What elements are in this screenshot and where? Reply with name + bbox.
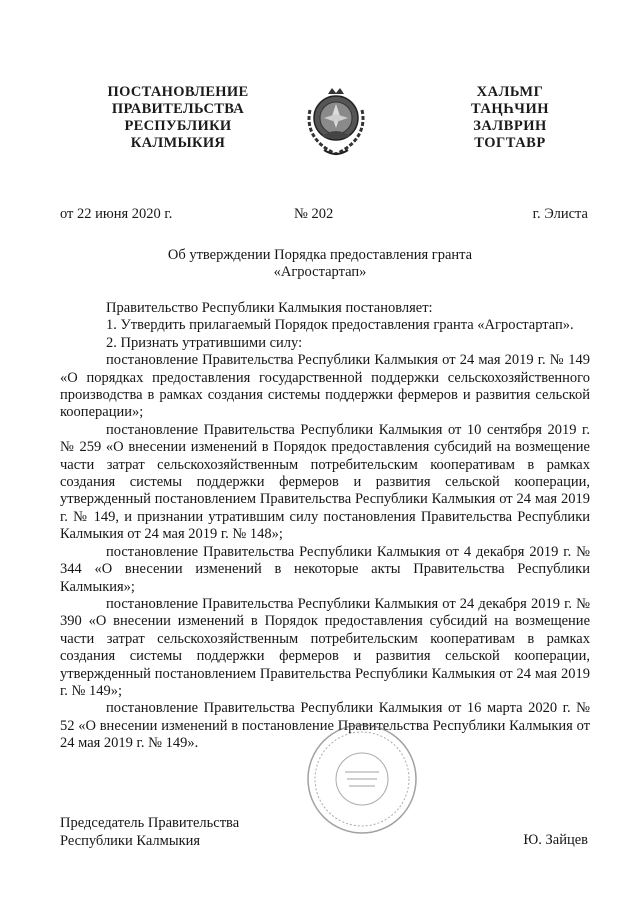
- body-paragraph: постановление Правительства Республики Калмыкия от 24 декабря 2019 г. № 390 «О внесении изменений в Порядок предоставления субсидий на возмещение части затрат сельскохозяйственным потребительским кооперативам в рамках создания системы поддержки фермеров и развития сельской кооперации, утвержденный постановлением Правительства Республики Калмыкия от 24 мая 2019 г. № 149»;: [60, 595, 590, 699]
- signatory-position: [60, 814, 239, 850]
- title-line: Об утверждении Порядка предоставления гранта: [167, 247, 473, 263]
- header-kalmyk: [455, 84, 565, 152]
- document-date: от 22 июня 2020 г.: [60, 206, 173, 222]
- title-line: «Агростартап»: [273, 264, 367, 280]
- body-paragraph: постановление Правительства Республики Калмыкия от 4 декабря 2019 г. № 344 «О внесении изменений в некоторые акты Правительства Республики Калмыкия»;: [60, 543, 590, 595]
- document-number: № 202: [294, 206, 334, 222]
- body-paragraph: 1. Утвердить прилагаемый Порядок предоставления гранта «Агростартап».: [106, 317, 574, 334]
- header-line: КАЛМЫКИЯ: [130, 135, 226, 151]
- header-line: ПРАВИТЕЛЬСТВА: [111, 101, 245, 117]
- header-line: ТОГТАВР: [474, 135, 546, 151]
- signatory-name: Ю. Зайцев: [523, 832, 588, 848]
- position-line: Председатель Правительства: [60, 815, 240, 831]
- body-paragraph: постановление Правительства Республики Калмыкия от 10 сентября 2019 г. № 259 «О внесении изменений в Порядок предоставления субсидий на возмещение части затрат сельскохозяйственным потребительским кооперативам в рамках создания системы поддержки фермеров и развития сельской кооперации, утвержденный постановлением Правительства Республики Калмыкия от 24 мая 2019 г. № 149, и признании утратившим силу постановления Правительства Республики Калмыкия от 24 мая 2019 г. № 148»;: [60, 421, 590, 543]
- body-paragraph: 2. Признать утратившими силу:: [106, 334, 303, 351]
- official-stamp-icon: [305, 722, 420, 837]
- body-paragraph: Правительство Республики Калмыкия постановляет:: [106, 300, 433, 316]
- position-line: Республики Калмыкия: [60, 833, 201, 849]
- body-paragraph: постановление Правительства Республики Калмыкия от 24 мая 2019 г. № 149 «О порядках предоставления государственной поддержки сельскохозяйственного производства в рамках создания системы поддержки фермеров и развития сельской кооперации»;: [60, 352, 590, 421]
- header-line: ТАҢҺЧИН: [470, 101, 550, 117]
- document-title: [150, 247, 490, 281]
- header-line: ПОСТАНОВЛЕНИЕ: [107, 84, 249, 100]
- document-body: [60, 300, 590, 753]
- document-city: г. Элиста: [532, 206, 588, 222]
- coat-of-arms-emblem-icon: [300, 80, 372, 160]
- header-russian: [98, 84, 258, 152]
- header-line: РЕСПУБЛИКИ: [124, 118, 232, 134]
- header-line: ЗАЛВРИН: [473, 118, 547, 134]
- body-paragraph: постановление Правительства Республики Калмыкия от 16 марта 2020 г. № 52 «О внесении изменений в постановление Правительства Республики Калмыкия от 24 мая 2019 г. № 149».: [60, 700, 590, 752]
- header-line: ХАЛЬМГ: [476, 84, 544, 100]
